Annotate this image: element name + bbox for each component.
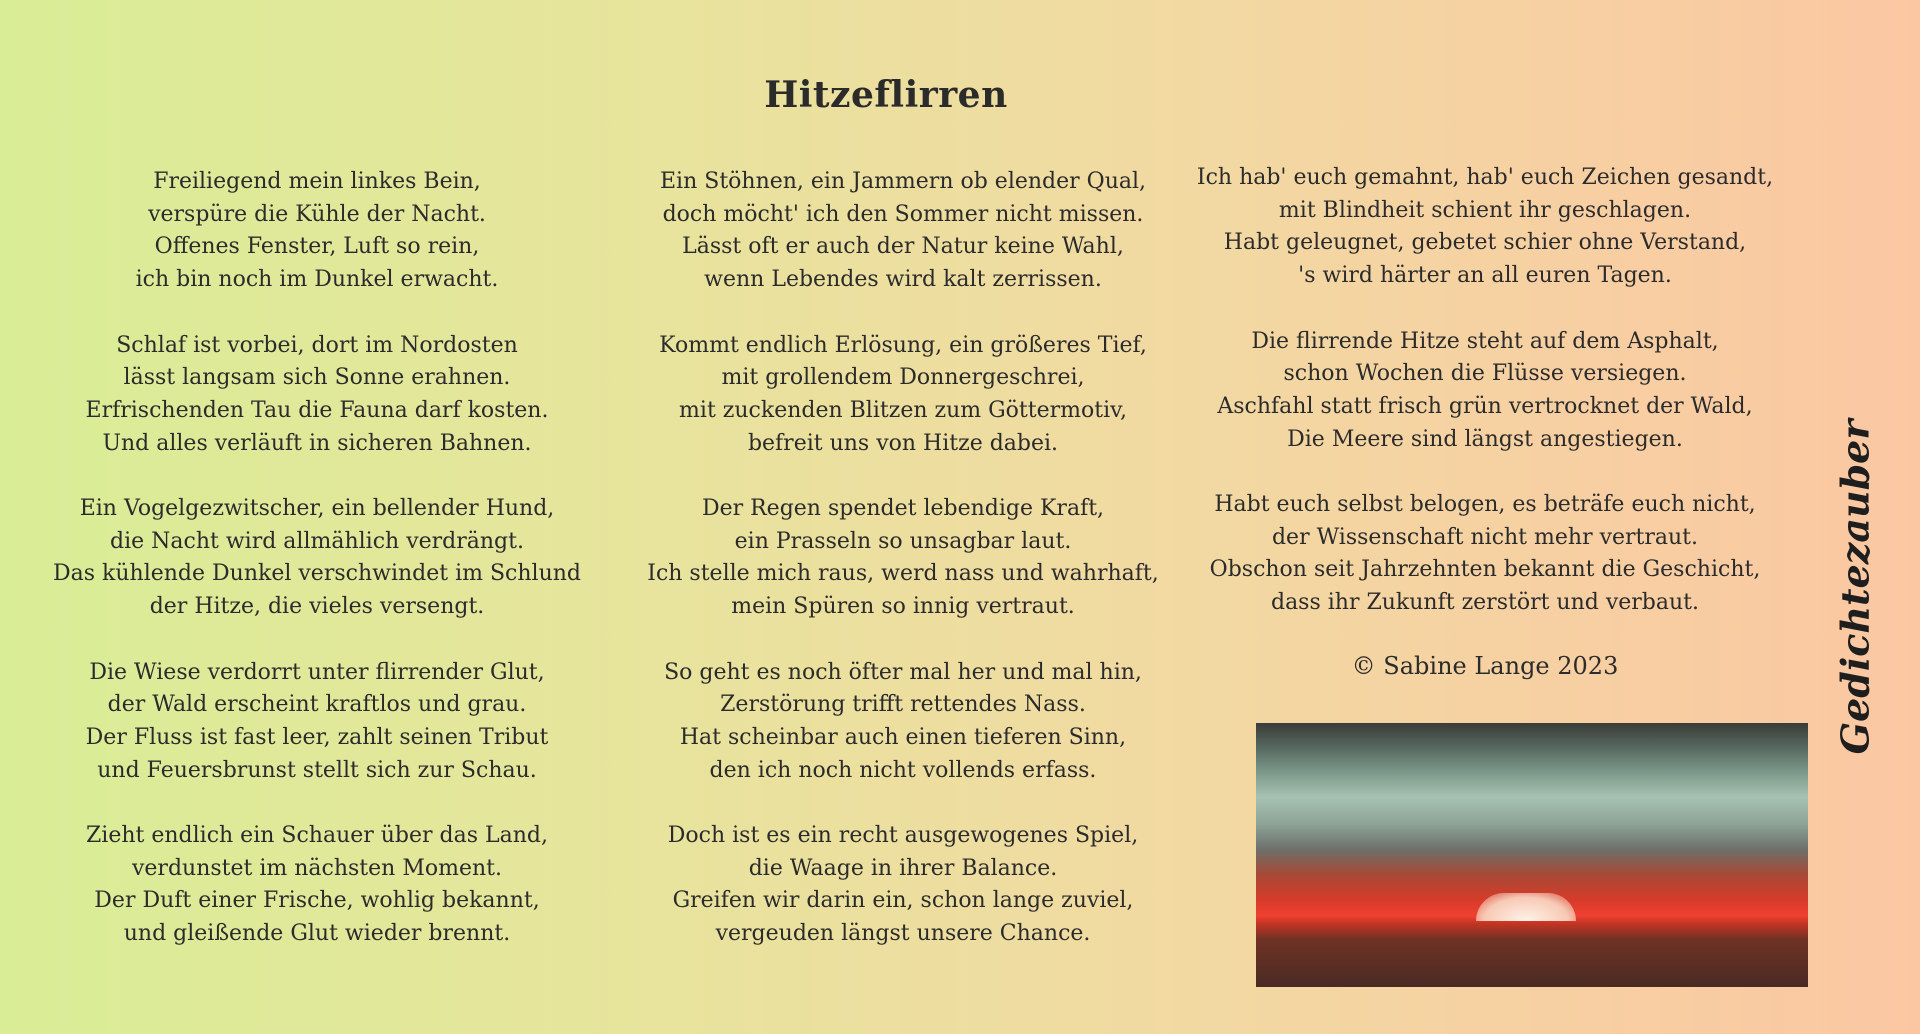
poem-line: doch möcht' ich den Sommer nicht missen. [662, 201, 1144, 227]
poem-line: vergeuden längst unsere Chance. [715, 921, 1091, 947]
poem-line: ich bin noch im Dunkel erwacht. [135, 267, 499, 293]
poem-line: mein Spüren so innig vertraut. [731, 594, 1075, 620]
poem-line: der Wissenschaft nicht mehr vertraut. [1271, 524, 1699, 550]
poem-line: Lässt oft er auch der Natur keine Wahl, [682, 234, 1124, 260]
poem-line: Habt euch selbst belogen, es beträfe euch nicht, [1214, 492, 1756, 517]
poem-column-1 [27, 166, 607, 984]
poem-line: Die Meere sind längst angestiegen. [1287, 426, 1683, 452]
stanza [613, 820, 1193, 951]
poem-line: Doch ist es ein recht ausgewogenes Spiel, [667, 823, 1139, 848]
stanza [613, 330, 1193, 461]
poem-line: den ich noch nicht vollends erfass. [709, 757, 1097, 783]
sunset-photo [1256, 723, 1808, 987]
poem-column-3 [1195, 162, 1775, 653]
poem-line: Kommt endlich Erlösung, ein größeres Tief, [659, 332, 1147, 358]
poem-line: mit grollendem Donnergeschrei, [721, 365, 1085, 391]
poem-line: Ich stelle mich raus, werd nass und wahrhaft, [647, 561, 1159, 587]
poem-line: und Feuersbrunst stellt sich zur Schau. [97, 757, 537, 783]
poem-line: 's wird härter an all euren Tagen. [1298, 263, 1672, 289]
poem-line: befreit uns von Hitze dabei. [747, 430, 1059, 456]
poem-line: Greifen wir darin ein, schon lange zuviel, [672, 888, 1134, 914]
poem-line: wenn Lebendes wird kalt zerrissen. [704, 267, 1102, 293]
stanza [613, 657, 1193, 788]
poem-line: der Hitze, die vieles versengt. [149, 594, 485, 620]
sun-shape [1476, 893, 1576, 921]
poem-line: Die flirrende Hitze steht auf dem Asphalt, [1251, 328, 1719, 354]
poem-line: und gleißende Glut wieder brennt. [123, 921, 511, 947]
poem-line: Ein Stöhnen, ein Jammern ob elender Qual, [659, 169, 1147, 194]
poem-line: Der Duft einer Frische, wohlig bekannt, [94, 888, 540, 914]
stanza [1195, 162, 1775, 293]
poem-line: verdunstet im nächsten Moment. [131, 855, 502, 881]
poem-line: Die Wiese verdorrt unter flirrender Glut, [89, 659, 545, 685]
poem-line: Obschon seit Jahrzehnten bekannt die Geschicht, [1209, 557, 1761, 583]
signature-text: Gedichtezauber [1832, 419, 1878, 755]
poem-line: ein Prasseln so unsagbar laut. [734, 528, 1072, 554]
poem-line: lässt langsam sich Sonne erahnen. [123, 365, 511, 391]
poem-line: die Nacht wird allmählich verdrängt. [110, 528, 524, 554]
poem-line: Das kühlende Dunkel verschwindet im Schlund [52, 561, 581, 587]
poem-line: Der Regen spendet lebendige Kraft, [701, 496, 1105, 521]
stanza [1195, 326, 1775, 457]
copyright-notice: © Sabine Lange 2023 [1351, 652, 1619, 680]
poem-line: Der Fluss ist fast leer, zahlt seinen Tribut [85, 724, 549, 750]
poem-line: Aschfahl statt frisch grün vertrocknet der Wald, [1217, 393, 1753, 419]
poem-line: Schlaf ist vorbei, dort im Nordosten [116, 332, 518, 358]
poem-line: Offenes Fenster, Luft so rein, [154, 234, 480, 260]
poem-line: Ein Vogelgezwitscher, ein bellender Hund, [79, 496, 555, 521]
stanza [613, 493, 1193, 624]
poem-line: die Waage in ihrer Balance. [748, 855, 1058, 881]
poem-line: der Wald erscheint kraftlos und grau. [107, 692, 527, 718]
signature-logo [1800, 419, 1910, 755]
poem-line: Hat scheinbar auch einen tieferen Sinn, [679, 724, 1127, 750]
stanza [1195, 489, 1775, 620]
poem-line: Erfrischenden Tau die Fauna darf kosten. [85, 397, 549, 423]
poem-line: dass ihr Zukunft zerstört und verbaut. [1270, 590, 1700, 616]
stanza [27, 166, 607, 297]
stanza [27, 820, 607, 951]
poem-line: Zieht endlich ein Schauer über das Land, [86, 823, 548, 848]
poem-column-2 [613, 166, 1193, 984]
poem-line: schon Wochen die Flüsse versiegen. [1283, 361, 1687, 387]
poem-line: mit zuckenden Blitzen zum Göttermotiv, [679, 397, 1127, 423]
poem-title: Hitzeflirren [764, 74, 1008, 116]
stanza [613, 166, 1193, 297]
poem-line: Freiliegend mein linkes Bein, [153, 169, 481, 194]
poem-line: Ich hab' euch gemahnt, hab' euch Zeichen gesandt, [1196, 165, 1774, 190]
stanza [27, 657, 607, 788]
poem-line: Habt geleugnet, gebetet schier ohne Verstand, [1223, 230, 1747, 256]
poem-line: Zerstörung trifft rettendes Nass. [720, 692, 1086, 718]
poem-line: mit Blindheit schient ihr geschlagen. [1278, 197, 1692, 223]
stanza [27, 330, 607, 461]
poem-line: So geht es noch öfter mal her und mal hin, [664, 659, 1142, 685]
poem-line: Und alles verläuft in sicheren Bahnen. [102, 430, 532, 456]
stanza [27, 493, 607, 624]
poem-line: verspüre die Kühle der Nacht. [148, 201, 486, 227]
